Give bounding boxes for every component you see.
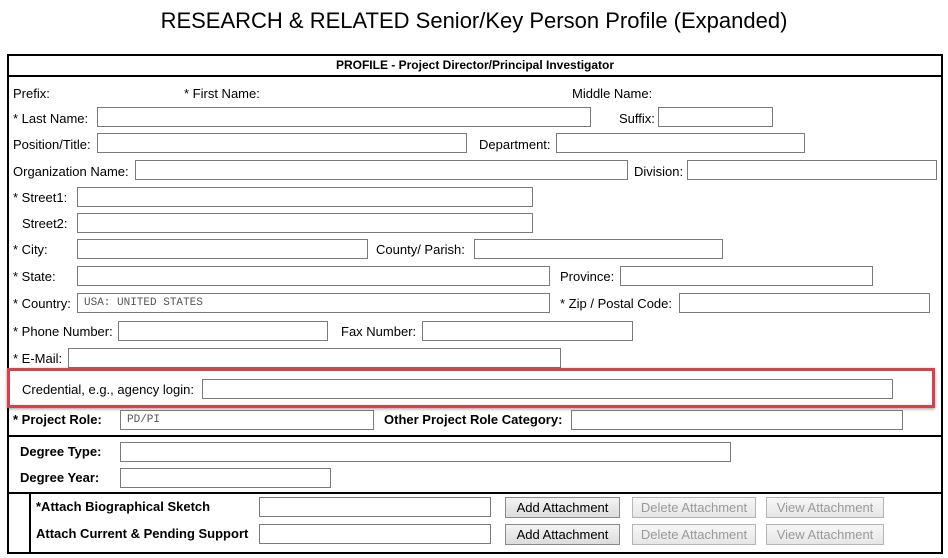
attach-bio-field[interactable]	[259, 497, 491, 517]
state-label: * State:	[13, 269, 56, 284]
project-role-field[interactable]: PD/PI	[120, 410, 374, 430]
phone-field[interactable]	[118, 321, 328, 341]
fax-field[interactable]	[422, 321, 633, 341]
organization-name-label: Organization Name:	[13, 164, 129, 179]
county-parish-field[interactable]	[474, 239, 723, 259]
attach-bio-label: *Attach Biographical Sketch	[36, 499, 211, 514]
division-field[interactable]	[687, 160, 937, 180]
county-parish-label: County/ Parish:	[376, 242, 465, 257]
last-name-field[interactable]	[97, 107, 591, 127]
department-label: Department:	[479, 137, 551, 152]
project-role-label: * Project Role:	[13, 412, 102, 427]
email-label: * E-Mail:	[13, 351, 63, 366]
delete-attachment-support-button[interactable]: Delete Attachment	[632, 524, 756, 545]
street2-label: Street2:	[22, 216, 68, 231]
page-title: RESEARCH & RELATED Senior/Key Person Profile (Expanded)	[160, 8, 788, 33]
section-header: PROFILE - Project Director/Principal Investigator	[335, 58, 615, 72]
credential-field[interactable]	[202, 379, 893, 399]
street2-field[interactable]	[77, 213, 533, 233]
position-title-label: Position/Title:	[13, 137, 91, 152]
attach-support-label: Attach Current & Pending Support	[36, 526, 249, 541]
header-divider	[8, 75, 942, 77]
organization-name-field[interactable]	[135, 160, 628, 180]
street1-label: * Street1:	[13, 190, 68, 205]
degree-year-label: Degree Year:	[20, 470, 100, 485]
degree-divider	[8, 492, 942, 494]
city-label: * City:	[13, 242, 48, 257]
phone-label: * Phone Number:	[13, 324, 113, 339]
prefix-label: Prefix:	[13, 86, 50, 101]
zip-label: * Zip / Postal Code:	[560, 296, 672, 311]
suffix-field[interactable]	[658, 107, 773, 127]
degree-year-field[interactable]	[120, 468, 331, 488]
last-name-label: * Last Name:	[13, 111, 89, 126]
view-attachment-support-button[interactable]: View Attachment	[766, 524, 884, 545]
delete-attachment-bio-button[interactable]: Delete Attachment	[632, 497, 756, 518]
first-name-label: * First Name:	[184, 86, 260, 101]
degree-type-label: Degree Type:	[20, 444, 102, 459]
fax-label: Fax Number:	[341, 324, 417, 339]
province-field[interactable]	[620, 266, 873, 286]
country-field[interactable]: USA: UNITED STATES	[77, 293, 550, 313]
suffix-label: Suffix:	[619, 111, 655, 126]
add-attachment-bio-button[interactable]: Add Attachment	[505, 497, 620, 518]
credential-label: Credential, e.g., agency login:	[22, 382, 194, 397]
degree-type-field[interactable]	[120, 442, 731, 462]
zip-field[interactable]	[679, 293, 930, 313]
middle-name-label: Middle Name:	[572, 86, 653, 101]
department-field[interactable]	[556, 133, 805, 153]
view-attachment-bio-button[interactable]: View Attachment	[766, 497, 884, 518]
city-field[interactable]	[77, 239, 368, 259]
other-project-role-label: Other Project Role Category:	[384, 412, 563, 427]
email-field[interactable]	[68, 348, 561, 368]
attachments-left-border	[29, 493, 31, 553]
state-field[interactable]	[77, 266, 550, 286]
attach-support-field[interactable]	[259, 524, 491, 544]
street1-field[interactable]	[77, 187, 533, 207]
role-divider	[8, 435, 942, 437]
country-label: * Country:	[13, 296, 71, 311]
division-label: Division:	[634, 164, 684, 179]
add-attachment-support-button[interactable]: Add Attachment	[505, 524, 620, 545]
other-project-role-field[interactable]	[571, 410, 903, 430]
province-label: Province:	[560, 269, 615, 284]
position-title-field[interactable]	[97, 133, 467, 153]
